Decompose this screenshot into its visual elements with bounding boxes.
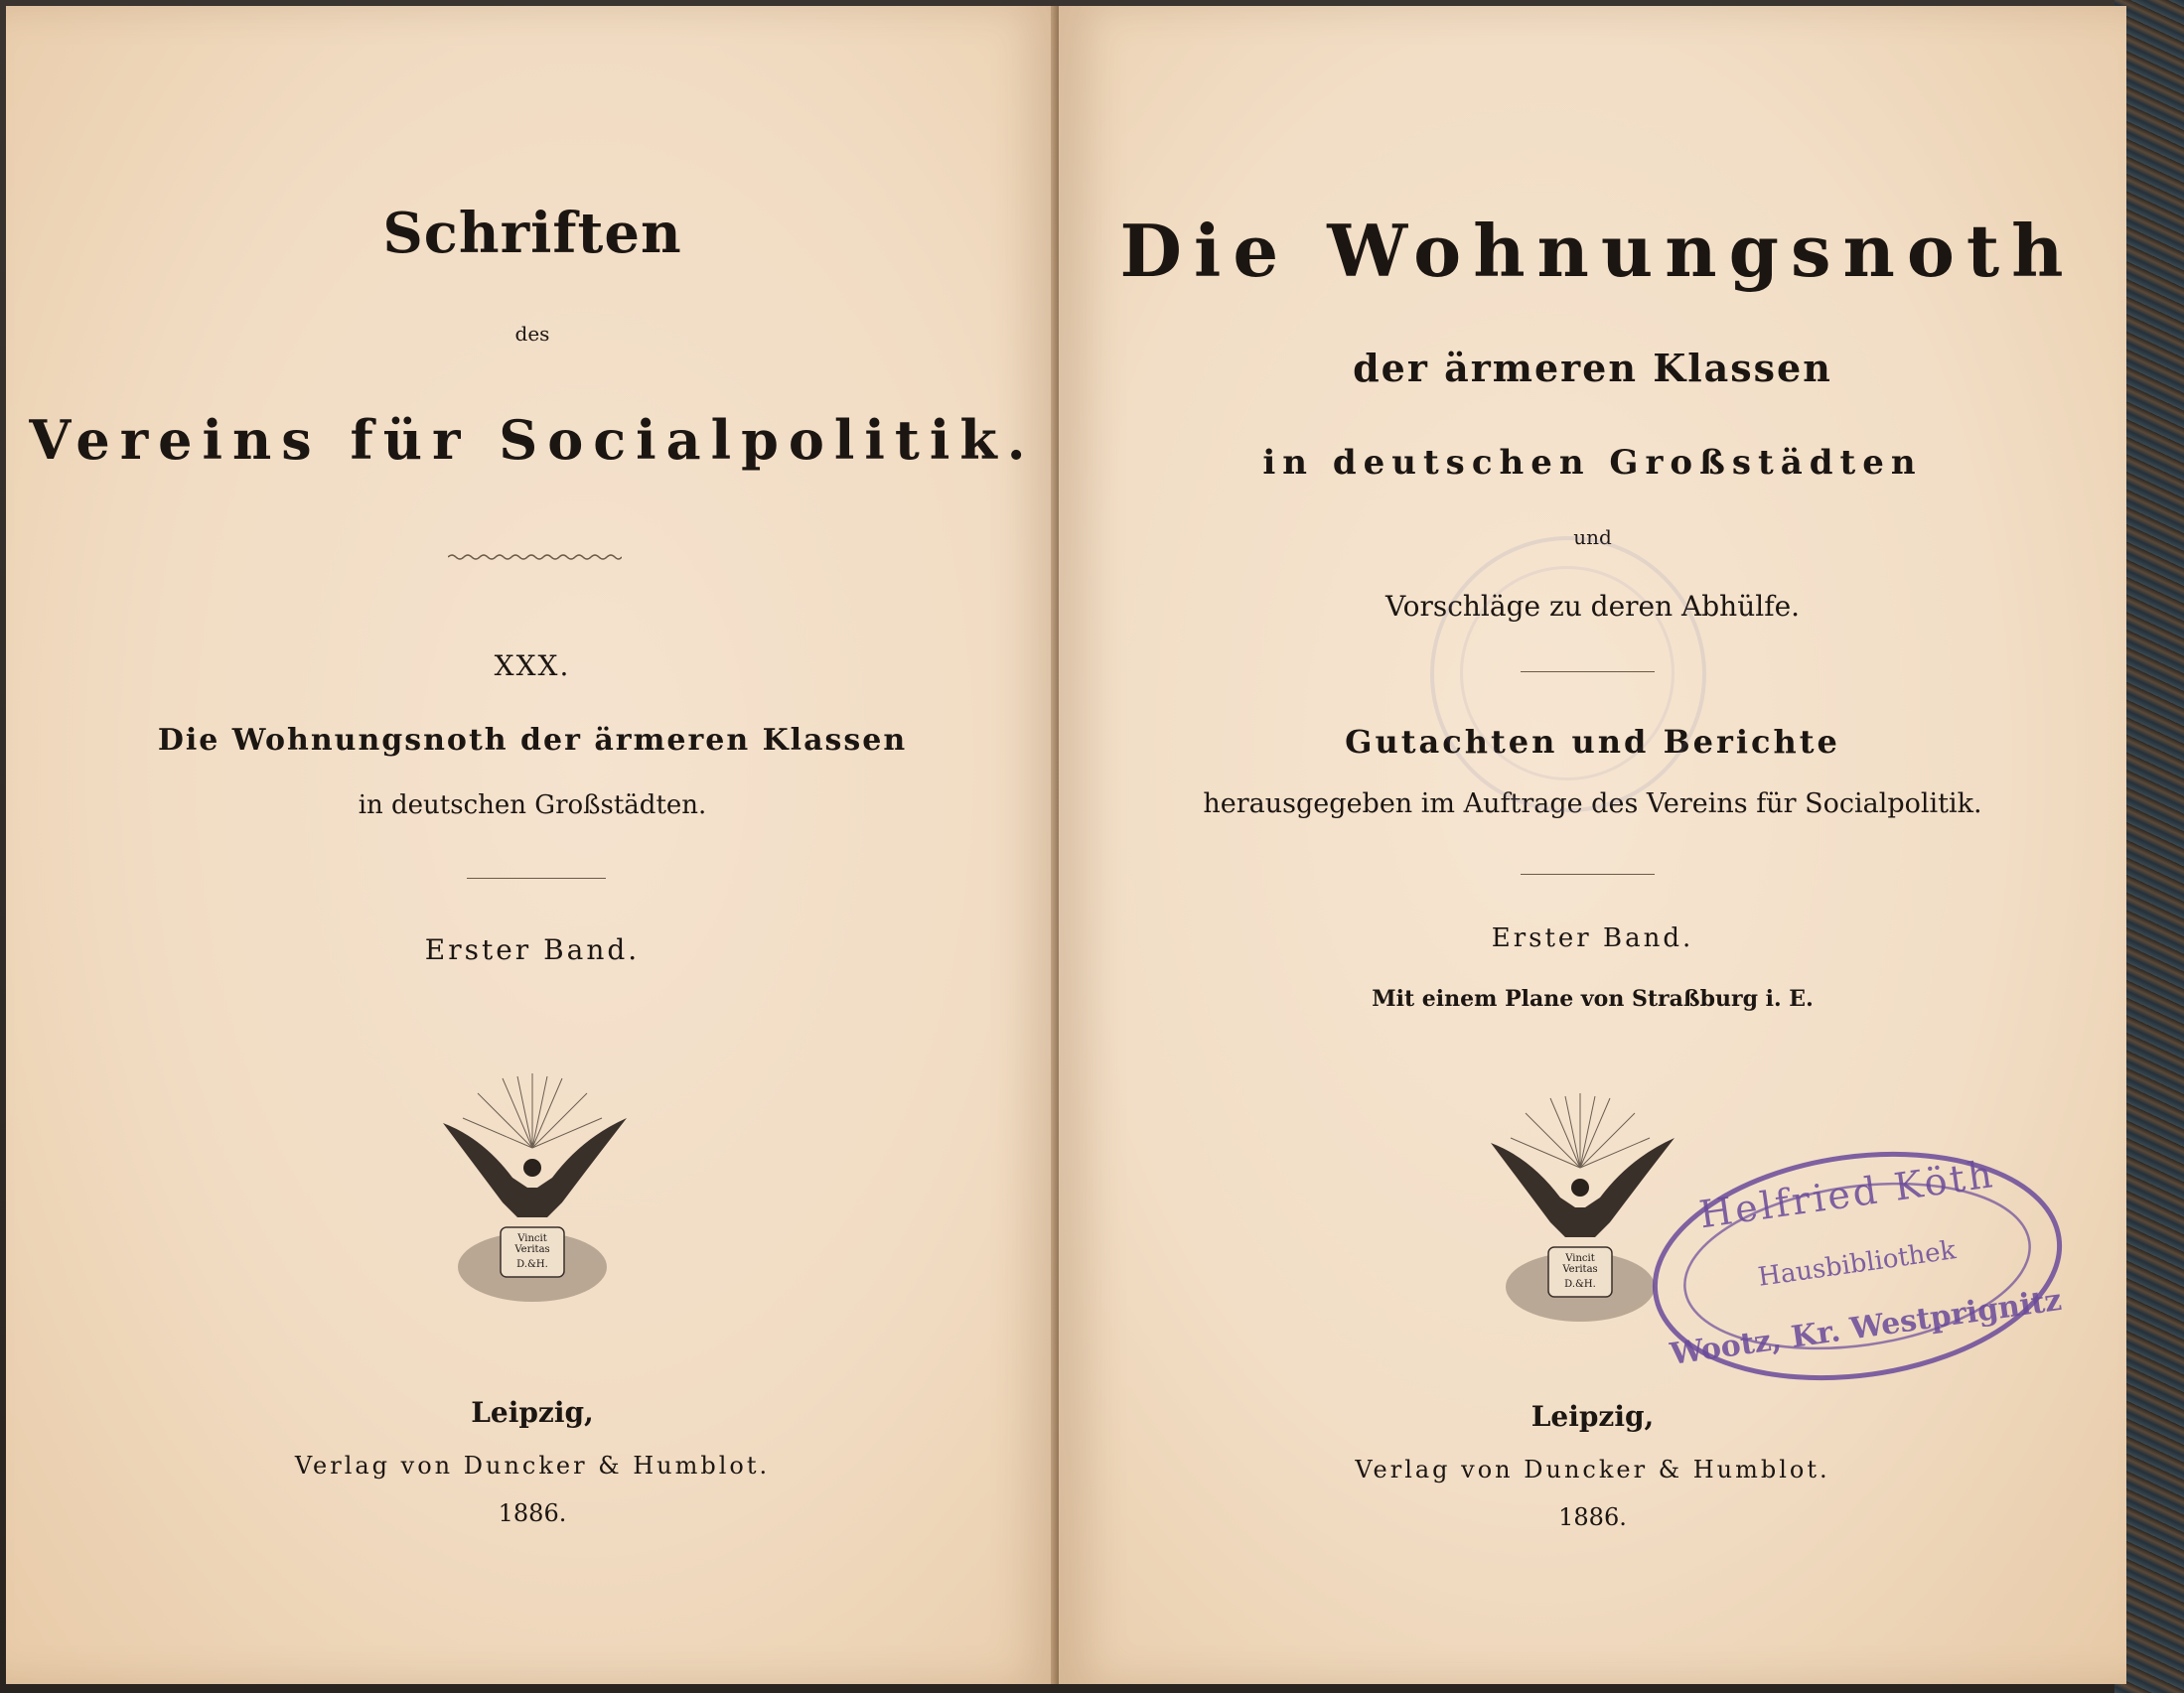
subtitle-classes: der ärmeren Klassen	[1353, 346, 1832, 390]
band-label: Erster Band.	[1491, 923, 1694, 953]
series-society: Vereins für Socialpolitik.	[29, 408, 1036, 472]
vignette-mark: D.&H.	[516, 1259, 548, 1270]
volume-title: Die Wohnungsnoth der ärmeren Klassen	[157, 723, 908, 758]
left-page	[6, 6, 1059, 1684]
rule-2	[1521, 874, 1655, 875]
year-label: 1886.	[1558, 1503, 1627, 1531]
editor-line: herausgegeben im Auftrage des Vereins für Socialpolitik.	[1203, 788, 1982, 819]
series-des: des	[514, 322, 550, 346]
heading-reports: Gutachten und Berichte	[1345, 723, 1840, 761]
place-label: Leipzig,	[1530, 1400, 1655, 1433]
right-page	[1059, 6, 2126, 1684]
band-label: Erster Band.	[424, 933, 641, 966]
stamp-line1: Helfried Köth	[1696, 1152, 1998, 1237]
subtitle-cities: in deutschen Großstädten	[1262, 443, 1923, 483]
map-note: Mit einem Plane von Straßburg i. E.	[1372, 986, 1814, 1012]
faded-library-stamp-inner	[1460, 566, 1674, 780]
vignette-motto: Vincit Veritas	[514, 1233, 550, 1255]
publisher-label: Verlag von Duncker & Humblot.	[294, 1452, 771, 1480]
vignette-mark: D.&H.	[1564, 1279, 1596, 1290]
publisher-label: Verlag von Duncker & Humblot.	[1355, 1456, 1830, 1483]
series-title: Schriften	[382, 201, 682, 266]
year-label: 1886.	[498, 1499, 567, 1527]
place-label: Leipzig,	[471, 1396, 594, 1429]
ornamental-rule	[448, 553, 622, 561]
vignette-motto: Vincit Veritas	[1562, 1253, 1598, 1275]
stamp-line2: Hausbibliothek	[1756, 1235, 1959, 1293]
stamp-line3: Wootz, Kr. Westprignitz	[1668, 1282, 2064, 1372]
eagle-vignette	[433, 1068, 632, 1307]
main-title: Die Wohnungsnoth	[1119, 209, 2076, 293]
subtitle-proposals: Vorschläge zu deren Abhülfe.	[1384, 590, 1801, 623]
volume-number: XXX.	[494, 649, 571, 682]
short-rule	[467, 878, 606, 879]
und-label: und	[1573, 525, 1612, 549]
volume-subtitle: in deutschen Großstädten.	[358, 790, 707, 820]
